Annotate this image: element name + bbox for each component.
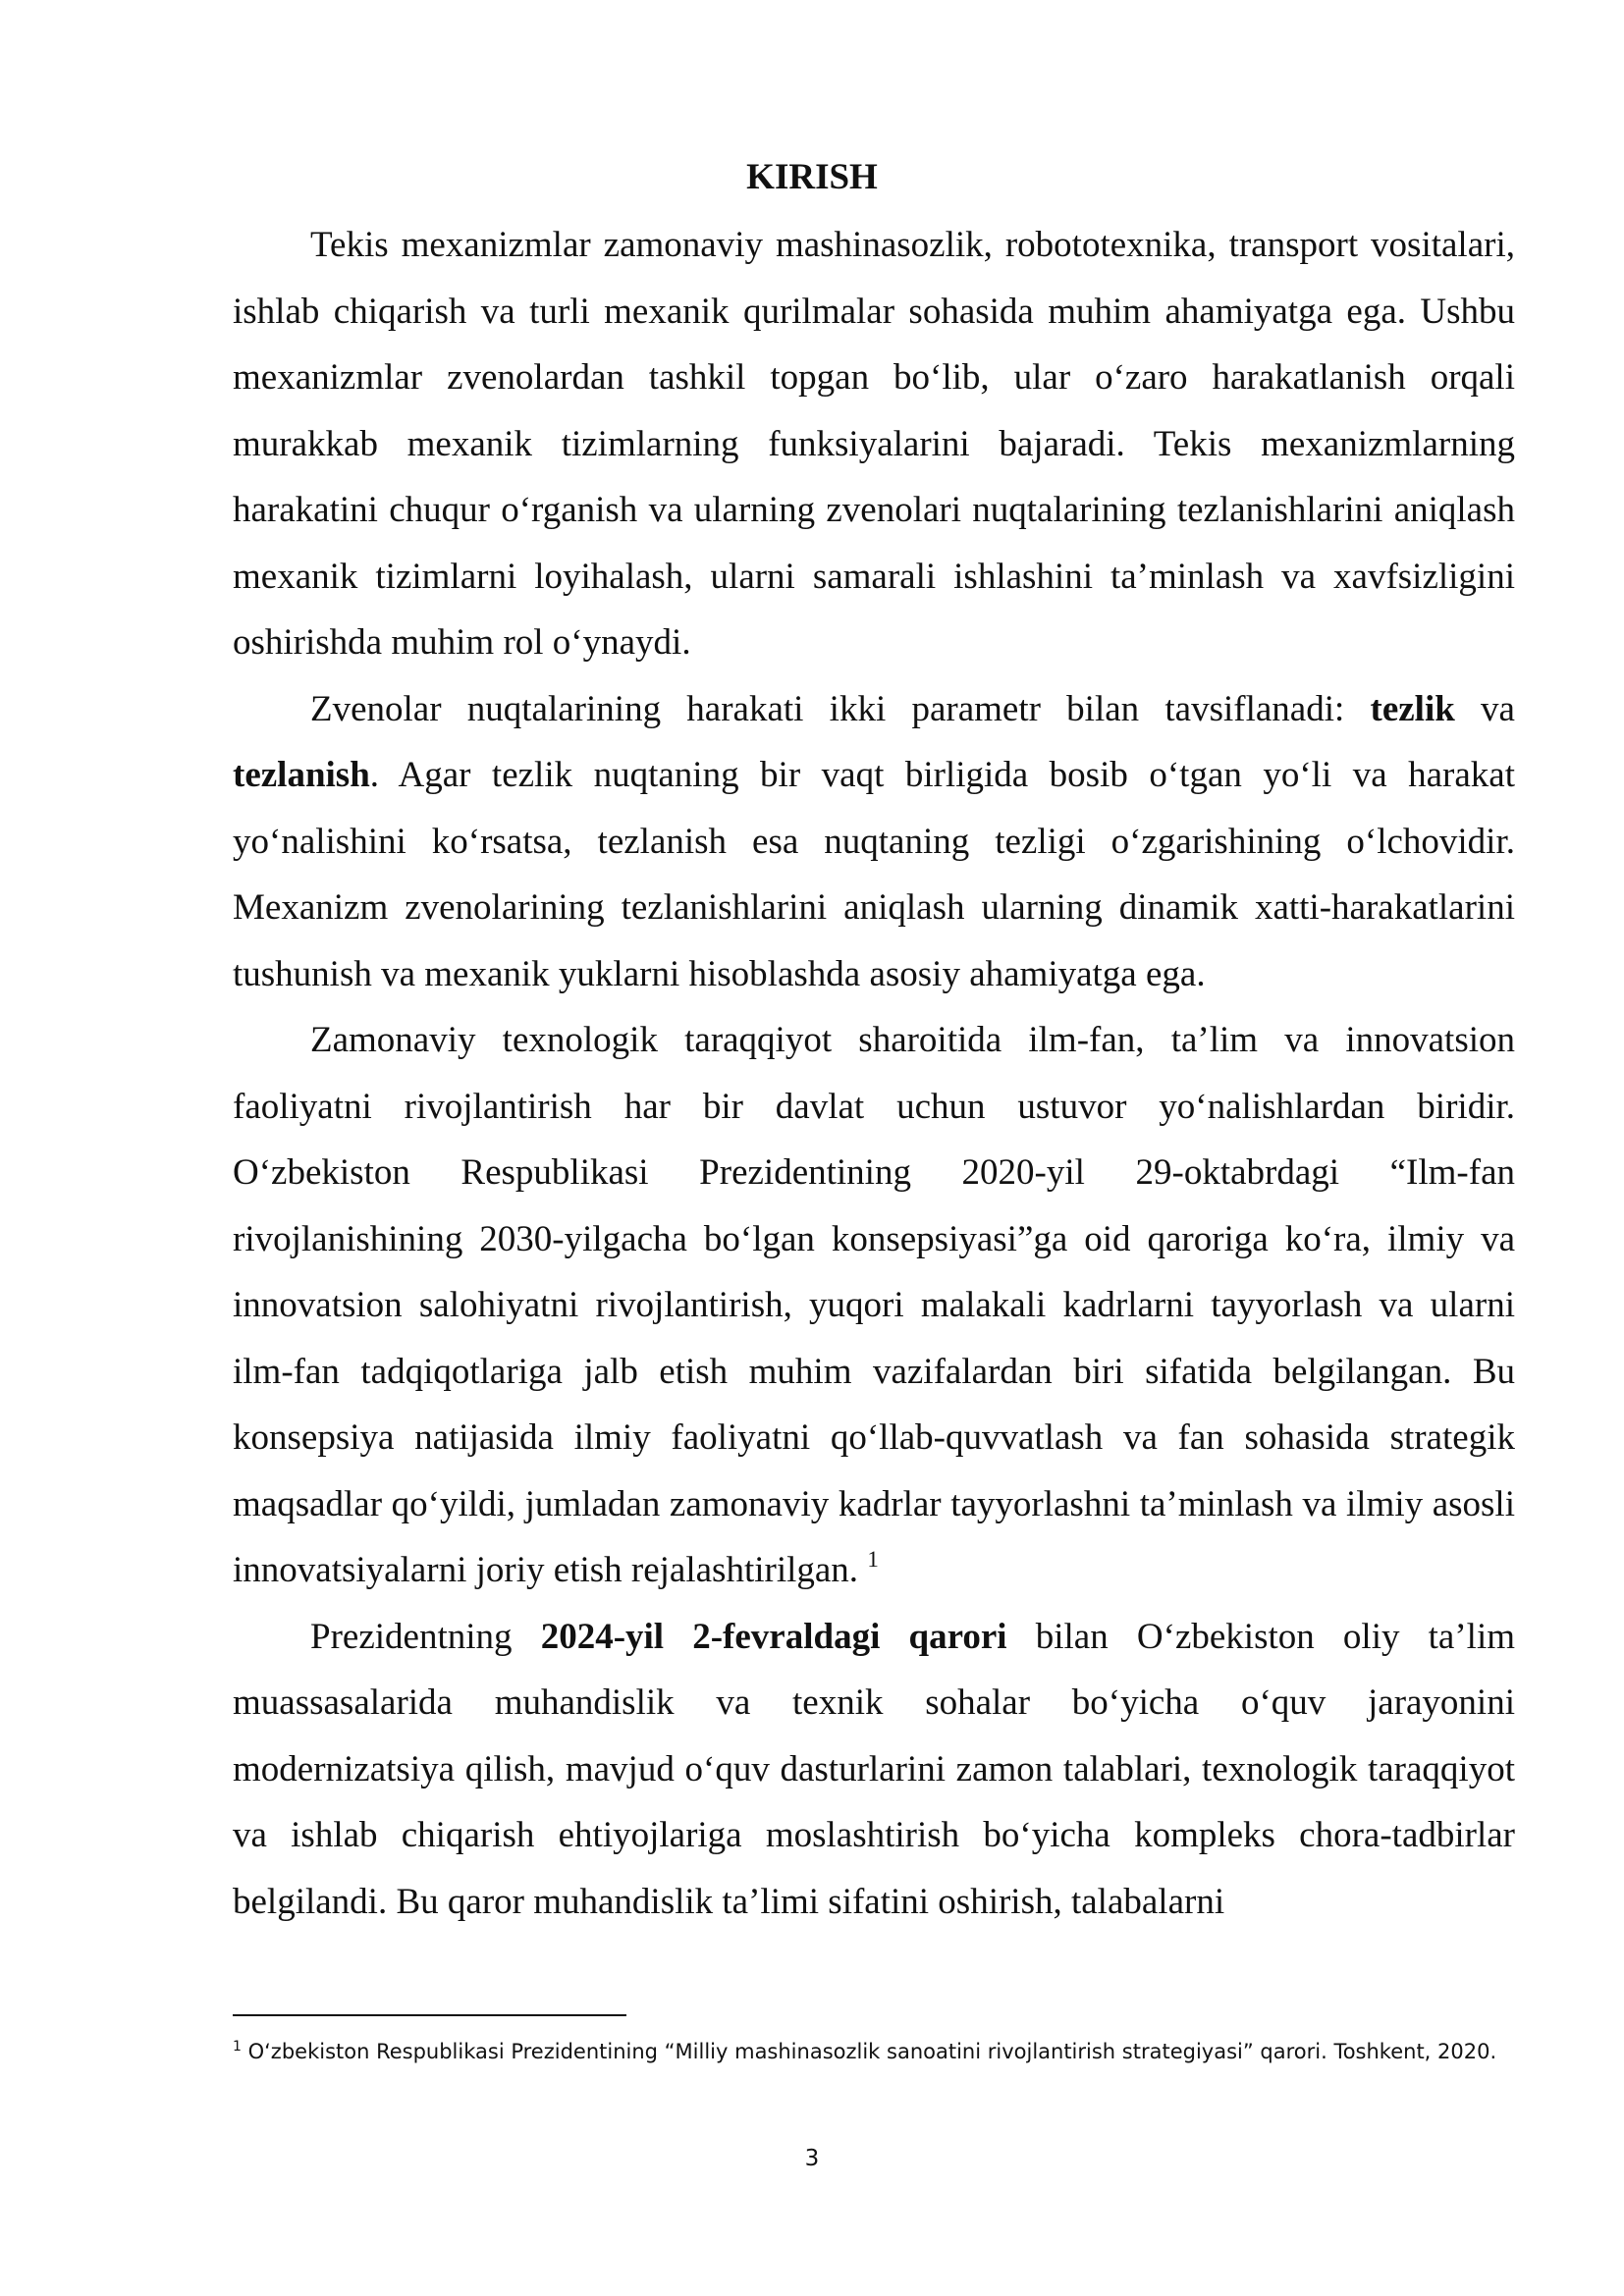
footnote-reference[interactable]: 1: [867, 1547, 879, 1572]
footnote-marker: 1: [233, 2039, 242, 2055]
paragraph-text: bilan O‘zbekiston oliy ta’lim muassasalarida muhandislik va texnik sohalar bo‘yicha o‘quv jarayonini modernizatsiya qilish, mavjud o‘quv dasturlarini zamon talablari, texnologik taraqqiyot va ishlab chiqarish ehtiyojlariga moslashtirish bo‘yicha kompleks chora-tadbirlar belgilandi. Bu qaror muhandislik ta’limi sifatini oshirish, talabalarni: [233, 1616, 1516, 1922]
section-heading: KIRISH: [746, 157, 878, 197]
paragraph-text: . Agar tezlik nuqtaning bir vaqt birligida bosib o‘tgan yo‘li va harakat yo‘nalishini ko‘rsatsa, tezlanish esa nuqtaning tezligi o‘zgarishining o‘lchovidir. Mexanizm zvenolarining tezlanishlarini aniqlash ularning dinamik xatti-harakatlarini tushunish va mexanik yuklarni hisoblashda asosiy ahamiyatga ega.: [233, 755, 1515, 994]
page-number: 3: [804, 2146, 820, 2171]
footnote-separator: [233, 2014, 626, 2016]
paragraph-1: [233, 212, 1515, 676]
paragraph-text: Zvenolar nuqtalarining harakati ikki parametr bilan tavsiflanadi:: [310, 688, 1371, 729]
paragraph-text: va: [1454, 688, 1515, 729]
paragraph-3: [233, 1007, 1515, 1604]
body-text: [233, 212, 1515, 1935]
paragraph-text: Prezidentning: [310, 1616, 541, 1657]
bold-decree-date: 2024-yil 2-fevraldagi qarori: [540, 1616, 1007, 1657]
paragraph-4: [233, 1604, 1515, 1936]
footnote: [233, 2036, 1515, 2068]
paragraph-text: Tekis mexanizmlar zamonaviy mashinasozlik, robototexnika, transport vositalari, ishlab chiqarish va turli mexanik qurilmalar sohasida muhim ahamiyatga ega. Ushbu mexanizmlar zvenolardan tashkil topgan bo‘lib, ular o‘zaro harakatlanish orqali murakkab mexanik tizimlarning funksiyalarini bajaradi. Tekis mexanizmlarning harakatini chuqur o‘rganish va ularning zvenolari nuqtalarining tezlanishlarini aniqlash mexanik tizimlarni loyihalash, ularni samarali ishlashini ta’minlash va xavfsizligini oshirishda muhim rol o‘ynaydi.: [233, 225, 1515, 663]
bold-term-tezlanish: tezlanish: [233, 755, 370, 795]
footnote-text: O‘zbekiston Respublikasi Prezidentining “Milliy mashinasozlik sanoatini rivojlantirish strategiyasi” qarori. Toshkent, 2020.: [241, 2040, 1497, 2063]
bold-term-tezlik: tezlik: [1370, 688, 1455, 729]
paragraph-text: Zamonaviy texnologik taraqqiyot sharoitida ilm-fan, ta’lim va innovatsion faoliyatni rivojlantirish har bir davlat uchun ustuvor yo‘nalishlardan biridir. O‘zbekiston Respublikasi Prezidentining 2020-yil 29-oktabrdagi “Ilm-fan rivojlanishining 2030-yilgacha bo‘lgan konsepsiyasi”ga oid qaroriga ko‘ra, ilmiy va innovatsion salohiyatni rivojlantirish, yuqori malakali kadrlarni tayyorlash va ularni ilm-fan tadqiqotlariga jalb etish muhim vazifalardan biri sifatida belgilangan. Bu konsepsiya natijasida ilmiy faoliyatni qo‘llab-quvvatlash va fan sohasida strategik maqsadlar qo‘yildi, jumladan zamonaviy kadrlar tayyorlashni ta’minlash va ilmiy asosli innovatsiyalarni joriy etish rejalashtirilgan.: [233, 1020, 1515, 1590]
paragraph-2: [233, 676, 1515, 1008]
